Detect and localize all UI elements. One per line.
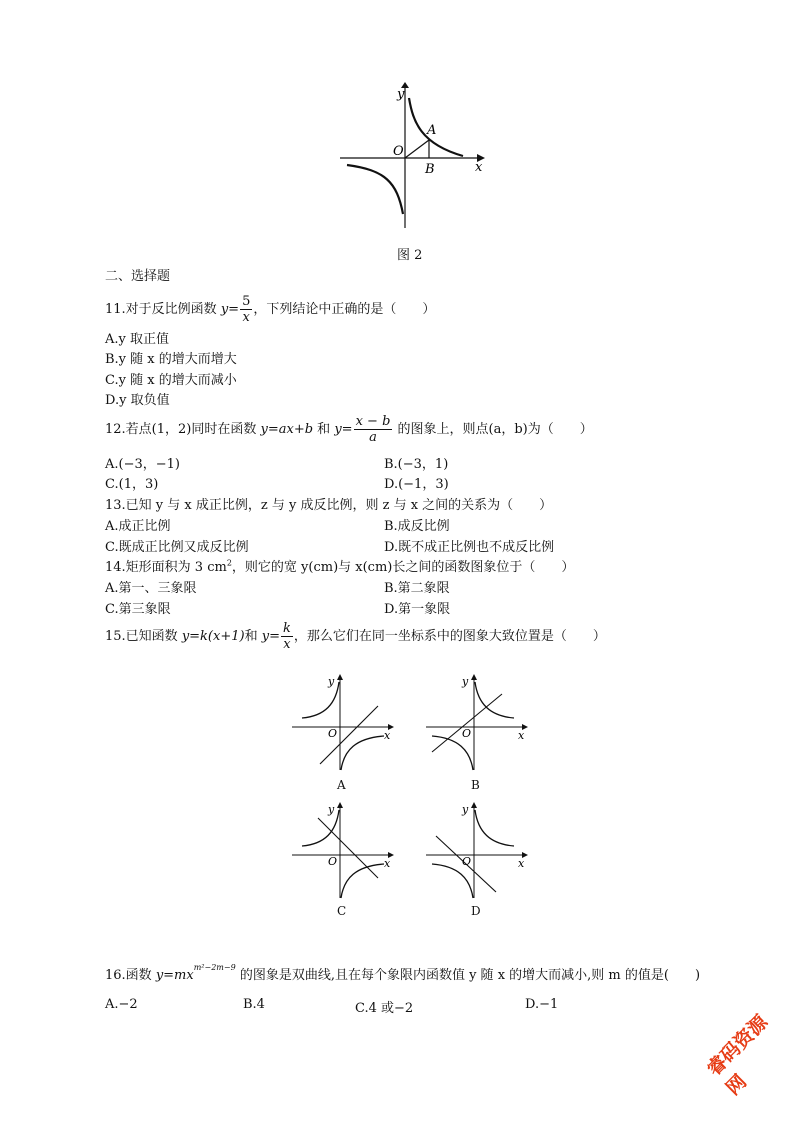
graph-b-y: y	[462, 675, 469, 688]
graph-d-y: y	[462, 803, 469, 816]
q14-option-b: B.第二象限	[384, 581, 450, 596]
watermark-stamp: 睿码资源网	[702, 1011, 773, 1100]
q15-graph-c	[290, 800, 400, 900]
q11-option-a: A.y 取正值	[105, 332, 169, 347]
q14-option-a: A.第一、三象限	[105, 581, 197, 596]
q12-option-d: D.(−1，3)	[384, 477, 449, 492]
q11-option-c: C.y 随 x 的增大而减小	[105, 373, 237, 388]
q13-option-a: A.成正比例	[105, 519, 171, 534]
graph-a-o: O	[328, 727, 338, 740]
graph-d-o: O	[462, 855, 472, 868]
graph-a-y: y	[328, 675, 335, 688]
graph-a-x: x	[384, 729, 391, 742]
q12-option-b: B.(−3，1)	[384, 457, 449, 472]
graph-c-o: O	[328, 855, 338, 868]
section-title: 二、选择题	[105, 269, 171, 284]
figure-2-caption: 图 2	[397, 248, 423, 263]
fig2-b-label: B	[425, 162, 435, 177]
q14-option-c: C.第三象限	[105, 602, 171, 617]
graph-c-x: x	[384, 857, 391, 870]
q16-stem: 16.函数 $y=mx^{m^2-2m-9}$ 的图象是双曲线,且在每个象限内函数值 y 随 x 的增大而减小,则 m 的值是( )	[105, 962, 701, 983]
q11-stem: 11.对于反比例函数 y= $\frac{5}{x}$ ，下列结论中正确的是（ ）	[105, 294, 436, 325]
graph-c-label: C	[337, 904, 347, 918]
graph-d-label: D	[471, 904, 481, 918]
q16-option-c: C.4 或−2	[355, 1001, 414, 1016]
q14-stem: 14.矩形面积为 3 $cm^2$，则它的宽 y(cm)与 x(cm)长之间的函数图象位于（ ）	[105, 558, 575, 575]
graph-b-label: B	[471, 778, 480, 792]
q11-option-d: D.y 取负值	[105, 393, 170, 408]
q13-option-d: D.既不成正比例也不成反比例	[384, 540, 555, 555]
q14-option-d: D.第一象限	[384, 602, 451, 617]
q16-option-d: D.−1	[525, 997, 559, 1012]
graph-d-x: x	[518, 857, 525, 870]
graph-b-o: O	[462, 727, 472, 740]
q12-option-a: A.(−3，−1)	[105, 457, 180, 472]
graph-a-label: A	[337, 778, 346, 792]
q15-stem: 15.已知函数 y=k(x+1)和 y= $\frac{k}{x}$ ，那么它们在同一坐标系中的图象大致位置是（ ）	[105, 621, 606, 652]
q12-option-c: C.(1，3)	[105, 477, 159, 492]
q13-stem: 13.已知 y 与 x 成正比例，z 与 y 成反比例，则 z 与 x 之间的关系为（ ）	[105, 498, 553, 513]
q13-option-b: B.成反比例	[384, 519, 450, 534]
q16-option-b: B.4	[243, 997, 265, 1012]
q13-option-c: C.既成正比例又成反比例	[105, 540, 249, 555]
q11-option-b: B.y 随 x 的增大而增大	[105, 352, 237, 367]
fig2-a-label: A	[427, 123, 437, 138]
fig2-origin-label: O	[393, 144, 404, 159]
fig2-y-label: y	[397, 87, 405, 102]
graph-b-x: x	[518, 729, 525, 742]
q12-stem: 12.若点(1，2)同时在函数 y=ax+b 和 y= $\frac{x - b}{a}$ 的图象上，则点(a，b)为（ ）	[105, 414, 593, 445]
q16-option-a: A.−2	[105, 997, 138, 1012]
q15-graph-b	[424, 672, 534, 772]
q15-graph-a	[290, 672, 400, 772]
fig2-x-label: x	[475, 160, 483, 175]
figure-2	[335, 82, 495, 230]
q15-graph-d	[424, 800, 534, 900]
graph-c-y: y	[328, 803, 335, 816]
